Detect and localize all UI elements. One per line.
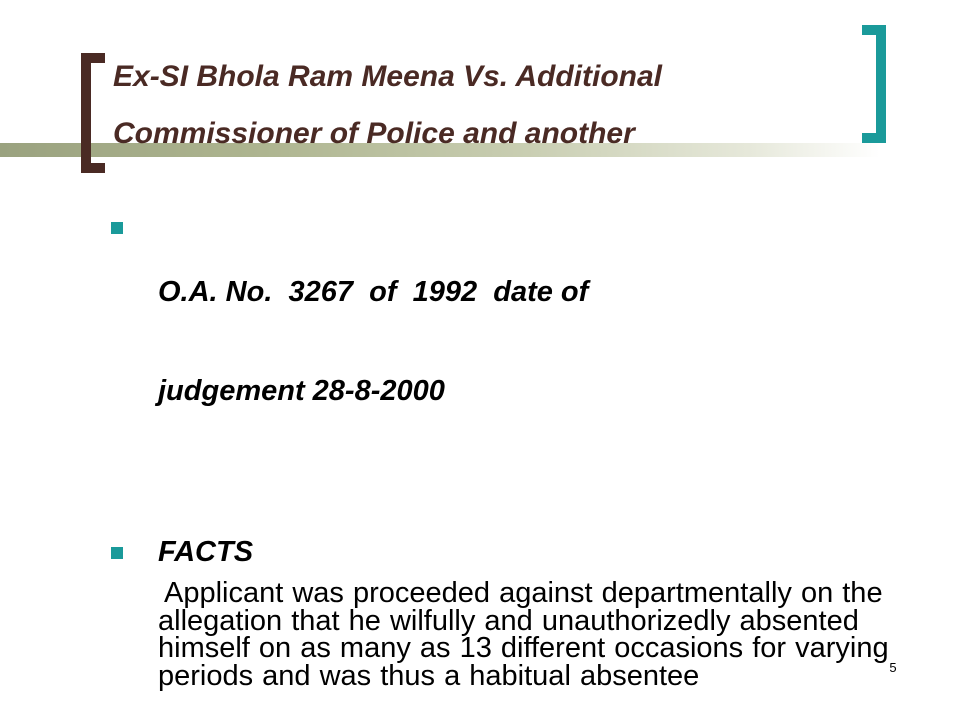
left-bracket-decoration xyxy=(81,53,105,173)
case-reference-line-2: judgement 28-8-2000 xyxy=(158,375,445,407)
facts-body: Applicant was proceeded against departmentally on the allegation that he wilfully and unauthorizedly absented himself on as many as 13 different occasions for varying periods and was thus a habitual absentee xyxy=(158,577,889,692)
slide-title xyxy=(113,48,853,162)
slide-title-line-1: Ex-SI Bhola Ram Meena Vs. Additional xyxy=(113,60,662,93)
right-bracket-decoration xyxy=(862,25,886,143)
case-reference-text xyxy=(158,210,911,474)
case-reference-line-1: O.A. No. 3267 of 1992 date of xyxy=(158,276,589,308)
square-bullet-icon xyxy=(111,547,123,559)
slide-title-line-2: Commissioner of Police and another xyxy=(113,117,635,150)
bullet-facts xyxy=(111,536,911,690)
page-number: 5 xyxy=(889,660,897,675)
square-bullet-icon xyxy=(111,222,123,234)
bullet-case-reference xyxy=(111,210,911,474)
slide-body xyxy=(111,210,911,690)
facts-heading: FACTS xyxy=(158,536,254,568)
